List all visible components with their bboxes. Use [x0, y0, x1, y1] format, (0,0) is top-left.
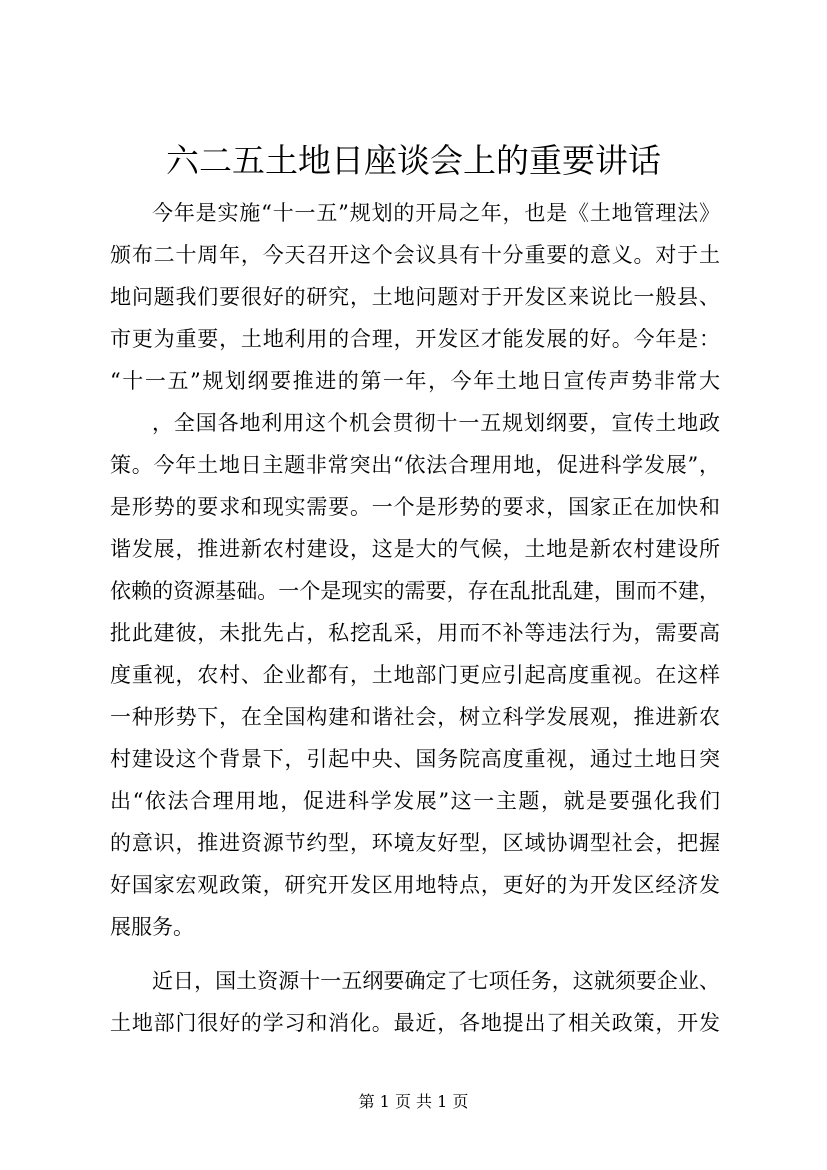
document-title: 六二五土地日座谈会上的重要讲话 [166, 141, 661, 180]
paragraph-line: 市更为重要，土地利用的合理，开发区才能发展的好。今年是： [110, 327, 720, 351]
paragraph-line: 批此建彼，未批先占，私挖乱采，用而不补等违法行为，需要高 [110, 621, 720, 645]
paragraph-line: 依赖的资源基础。一个是现实的需要，存在乱批乱建，围而不建， [110, 579, 720, 603]
paragraph-line: 一种形势下，在全国构建和谐社会，树立科学发展观，推进新农 [110, 705, 720, 729]
paragraph-line: 度重视，农村、企业都有，土地部门更应引起高度重视。在这样 [110, 663, 720, 687]
paragraph-line: 谐发展，推进新农村建设，这是大的气候，土地是新农村建设所 [110, 537, 720, 561]
paragraph-line: 出“依法合理用地，促进科学发展”这一主题，就是要强化我们 [110, 789, 720, 813]
paragraph-line: 村建设这个背景下，引起中央、国务院高度重视，通过土地日突 [110, 747, 720, 771]
paragraph-line: 今年是实施“十一五”规划的开局之年，也是《土地管理法》 [152, 201, 720, 225]
paragraph-line: 的意识，推进资源节约型，环境友好型，区域协调型社会，把握 [110, 831, 720, 855]
paragraph-line: 地问题我们要很好的研究，土地问题对于开发区来说比一般县、 [110, 285, 720, 309]
paragraph-line: 好国家宏观政策，研究开发区用地特点，更好的为开发区经济发 [110, 873, 720, 897]
paragraph-line: “十一五”规划纲要推进的第一年，今年土地日宣传声势非常大 [110, 369, 720, 393]
paragraph-line: 策。今年土地日主题非常突出“依法合理用地，促进科学发展”， [110, 453, 720, 477]
paragraph-line: 颁布二十周年，今天召开这个会议具有十分重要的意义。对于土 [110, 243, 720, 267]
page-number-footer: 第 1 页 共 1 页 [358, 1092, 469, 1111]
paragraph-line: 是形势的要求和现实需要。一个是形势的要求，国家正在加快和 [110, 495, 720, 519]
paragraph-line: 近日，国土资源十一五纲要确定了七项任务，这就须要企业、 [152, 969, 720, 993]
paragraph-line: ，全国各地利用这个机会贯彻十一五规划纲要，宣传土地政 [152, 411, 720, 435]
paragraph-line: 土地部门很好的学习和消化。最近，各地提出了相关政策，开发 [110, 1011, 720, 1035]
paragraph-line: 展服务。 [110, 915, 194, 939]
